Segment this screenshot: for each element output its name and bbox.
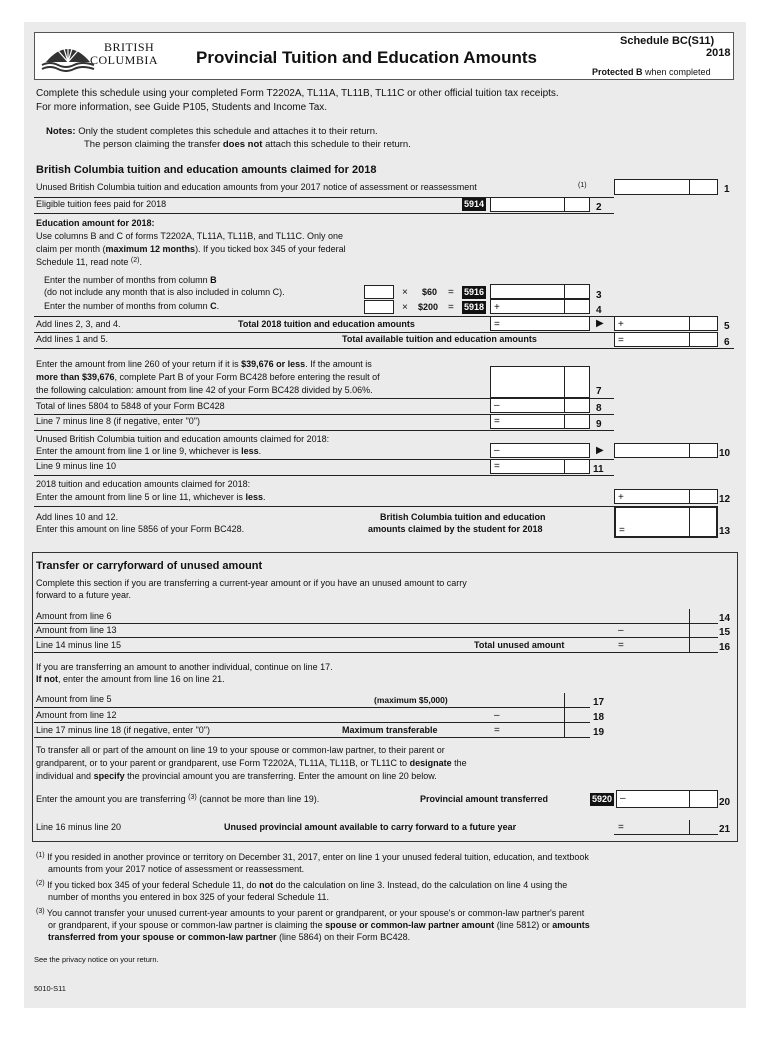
transfer-line3	[36, 771, 437, 781]
privacy-notice: See the privacy notice on your return.	[34, 955, 159, 964]
line3-cents-divider	[564, 284, 565, 299]
line12-cents-divider	[689, 489, 690, 504]
line-num-15: 15	[719, 627, 731, 638]
transfer-text2c: the	[454, 758, 467, 768]
notes-text2a: The person claiming the transfer	[84, 139, 221, 150]
line13-label-c: British Columbia tuition and education	[380, 512, 546, 522]
arrow-right-icon: ▶	[596, 318, 604, 329]
equals-sign: =	[494, 416, 500, 427]
logo-line1: BRITISH	[104, 40, 155, 54]
line11-label: Line 9 minus line 10	[36, 461, 117, 471]
line13-label-a: Add lines 10 and 12.	[36, 512, 119, 522]
transfer-line1: To transfer all or part of the amount on line 19 to your spouse or common-law partner, to their parent or	[36, 745, 445, 755]
protected-rest: when completed	[645, 67, 711, 77]
edu-text2	[36, 244, 346, 254]
intro-line2: For more information, see Guide P105, Students and Income Tax.	[36, 102, 328, 113]
logo-line2: COLUMBIA	[90, 53, 159, 67]
line-num-18: 18	[593, 712, 605, 723]
rule	[34, 722, 590, 723]
line16-label: Line 14 minus line 15	[36, 640, 122, 650]
line19-label-b: Maximum transferable	[342, 725, 438, 735]
line7-text-a: Enter the amount from line 260 of your return if it is	[36, 359, 239, 369]
section2-heading: Transfer or carryforward of unused amount	[36, 560, 263, 572]
line13-label-b: Enter this amount on line 5856 of your Form BC428.	[36, 524, 245, 534]
rule	[34, 506, 614, 507]
line-num-12: 12	[719, 494, 731, 505]
line9-cents-divider	[564, 414, 565, 429]
line2-input[interactable]	[490, 197, 590, 212]
edu-text3: Schedule 11, read note $^{(2)}$.	[36, 257, 142, 267]
rule	[34, 652, 718, 653]
rule	[34, 348, 734, 349]
form-number: 5010-S11	[34, 984, 66, 993]
code-5920: 5920	[592, 794, 613, 804]
footnote-1a-text: If you resided in another province or territory on December 31, 2017, enter on line 1 your unused federal tuition, education, and textbook	[47, 852, 589, 862]
page-title: Provincial Tuition and Education Amounts	[196, 48, 537, 67]
line-num-4: 4	[596, 305, 602, 316]
line18-label: Amount from line 12	[36, 710, 117, 720]
notes-text1: Only the student completes this schedule and attaches it to their return.	[78, 126, 378, 137]
edu-text2a: claim per month (	[36, 244, 106, 254]
line13-input[interactable]	[614, 506, 718, 538]
line12-less: less	[245, 492, 263, 502]
line6-cents-divider	[689, 332, 690, 347]
line21-label-b: Unused provincial amount available to carry forward to a future year	[224, 822, 517, 832]
rule	[34, 213, 614, 214]
line10-label-a: Unused British Columbia tuition and education amounts claimed for 2018:	[36, 434, 330, 444]
line20-cents-divider	[689, 790, 690, 808]
line3-text-a: Enter the number of months from column	[44, 275, 208, 285]
code-5916: 5916	[464, 287, 485, 297]
rule	[34, 637, 718, 638]
footnote-3c-bold: transferred from your spouse or common-law partner	[48, 932, 277, 942]
transfer-text2b: designate	[409, 758, 452, 768]
line1-label: Unused British Columbia tuition and education amounts from your 2017 notice of assessment or reassessment	[36, 182, 477, 192]
line20-text-b: (cannot be more than line 19).	[199, 794, 320, 804]
line-num-6: 6	[724, 337, 730, 348]
transfer-text3b: specify	[93, 771, 125, 781]
line12-label-b: Enter the amount from line 5 or line 11, whichever is less.	[36, 492, 266, 502]
line16-cents-divider	[689, 638, 690, 652]
line4-text: Enter the number of months from column	[44, 301, 208, 311]
line4-input[interactable]	[490, 299, 590, 314]
line10-text-b: Enter the amount from line 1 or line 9, whichever is	[36, 446, 239, 456]
edu-text1: Use columns B and C of forms T2202A, TL11A, TL11B, and TL11C. Only one	[36, 231, 344, 241]
edu-text2c: ). If you ticked box 345 of your federal	[195, 244, 346, 254]
rule	[34, 332, 614, 333]
equals-sign: =	[619, 525, 625, 536]
footnote-3b-bold: spouse or common-law partner amount	[325, 920, 495, 930]
line15-label: Amount from line 13	[36, 625, 117, 635]
equals-sign: =	[448, 287, 454, 298]
equals-sign: =	[618, 822, 624, 833]
if-line2	[36, 674, 225, 684]
section1-heading: British Columbia tuition and education amounts claimed for 2018	[36, 164, 377, 176]
line14-cents-divider	[689, 609, 690, 623]
bc-logo-icon	[40, 38, 96, 72]
line9-input[interactable]	[490, 414, 590, 429]
footnote-1b: amounts from your 2017 notice of assessment or reassessment.	[48, 864, 305, 874]
line7-label-a	[36, 359, 372, 369]
notes-line1	[46, 126, 378, 137]
edu-text2b: maximum 12 months	[105, 244, 196, 254]
line17-cents-divider	[564, 693, 565, 707]
transfer-line2	[36, 758, 467, 768]
line4-label: Enter the number of months from column C.	[44, 301, 220, 311]
line20-text-a: Enter the amount you are transferring	[36, 794, 186, 804]
rule	[34, 737, 590, 738]
footnote-3b-pre: or grandparent, if your spouse or common-law partner is claiming the	[48, 920, 323, 930]
line20-label-c: Provincial amount transferred	[420, 794, 549, 804]
line3-months-input[interactable]	[364, 285, 394, 299]
line10-mid-input[interactable]	[490, 443, 590, 458]
line-num-11: 11	[593, 464, 604, 475]
edu-text3a: Schedule 11, read note	[36, 257, 129, 267]
footnote-3b	[48, 920, 590, 930]
line7-text-e: , complete Part B of your Form BC428 before entering the result of	[114, 372, 380, 382]
line-num-20: 20	[719, 797, 731, 808]
footnote-2b: number of months you entered in box 325 of your federal Schedule 11.	[48, 892, 330, 902]
footnote-3a: $^{(3)}$ You cannot transfer your unused current-year amounts to your parent or grandparent, or your spouse's or common-law partner's parent	[36, 908, 585, 918]
line10-label-b: Enter the amount from line 1 or line 9, whichever is less.	[36, 446, 262, 456]
line6-input[interactable]	[614, 332, 718, 347]
line-num-21: 21	[719, 824, 731, 835]
line13-label-d: amounts claimed by the student for 2018	[368, 524, 543, 534]
line5-cents-divider	[689, 316, 690, 331]
intro-line1: Complete this schedule using your completed Form T2202A, TL11A, TL11B, TL11C or other official tuition tax receipts.	[36, 88, 559, 99]
equals-sign: =	[618, 640, 624, 651]
footnote-2a-pre: If you ticked box 345 of your federal Schedule 11, do	[47, 880, 257, 890]
rule	[614, 834, 718, 835]
line7-label-b	[36, 372, 380, 382]
code-5914: 5914	[464, 199, 485, 209]
line9-label: Line 7 minus line 8 (if negative, enter "0")	[36, 416, 200, 426]
footnote-2a-bold: not	[259, 880, 274, 890]
equals-sign: =	[494, 725, 500, 736]
line8-input[interactable]	[490, 398, 590, 413]
line20-input[interactable]	[616, 790, 718, 808]
if-not: If not	[36, 674, 58, 684]
line7-text-c: . If the amount is	[305, 359, 372, 369]
line10-less: less	[241, 446, 259, 456]
line-num-14: 14	[719, 613, 731, 624]
line12-input[interactable]	[614, 489, 718, 504]
line3-label-a: Enter the number of months from column B	[44, 275, 217, 285]
footnote-3c-post: (line 5864) on their Form BC428.	[279, 932, 411, 942]
line-num-2: 2	[596, 202, 602, 213]
line3-input[interactable]	[490, 284, 590, 299]
line-num-3: 3	[596, 290, 602, 301]
line1-cents-divider	[689, 179, 690, 195]
line11-input[interactable]	[490, 459, 590, 474]
line7-label-c: the following calculation: amount from line 42 of your Form BC428 divided by 5.06%.	[36, 385, 373, 395]
line-num-10: 10	[719, 448, 731, 459]
line7-text-b: $39,676 or less	[241, 359, 306, 369]
line11-cents-divider	[564, 459, 565, 474]
equals-sign: =	[494, 319, 500, 330]
line17-max: (maximum $5,000)	[374, 695, 448, 705]
line10-cents-divider	[689, 443, 690, 458]
line13-cents-divider	[689, 506, 690, 538]
section2-intro2: forward to a future year.	[36, 590, 132, 600]
line12-label-a: 2018 tuition and education amounts claimed for 2018:	[36, 479, 251, 489]
line2-label: Eligible tuition fees paid for 2018	[36, 199, 167, 209]
footnote-3c	[48, 932, 410, 942]
minus-sign: –	[620, 793, 626, 804]
minus-sign: –	[618, 625, 624, 636]
line19-cents-divider	[564, 723, 565, 737]
line17-label: Amount from line 5	[36, 694, 112, 704]
line16-label-b: Total unused amount	[474, 640, 565, 650]
line7-text-d: more than $39,676	[36, 372, 115, 382]
if-line1: If you are transferring an amount to another individual, continue on line 17.	[36, 662, 333, 672]
section2-intro1: Complete this section if you are transferring a current-year amount or if you have an unused amount to carry	[36, 578, 467, 588]
line21-label: Line 16 minus line 20	[36, 822, 122, 832]
footnote-2a-post: do the calculation on line 3. Instead, do the calculation on line 4 using the	[275, 880, 568, 890]
equals-sign: =	[494, 461, 500, 472]
line8-cents-divider	[564, 398, 565, 413]
line-num-19: 19	[593, 727, 605, 738]
plus-sign: +	[618, 319, 624, 330]
rule	[34, 623, 718, 624]
edu-heading: Education amount for 2018:	[36, 218, 155, 228]
notes-text2c: attach this schedule to their return.	[265, 139, 411, 150]
line6-label-a: Add lines 1 and 5.	[36, 334, 109, 344]
line3-rate: $60	[422, 287, 438, 297]
note1-ref: (1)	[578, 182, 587, 189]
line-num-16: 16	[719, 642, 731, 653]
multiply-sign: ×	[402, 287, 408, 298]
footnote-1a: $^{(1)}$ If you resided in another province or territory on December 31, 2017, enter on line 1 your unused federal tuition, education, and textbook	[36, 852, 589, 862]
schedule-name: Schedule BC(S11)	[620, 35, 715, 47]
line12-text-b: Enter the amount from line 5 or line 11, whichever is	[36, 492, 243, 502]
line1-input[interactable]	[614, 179, 718, 195]
line20-label: Enter the amount you are transferring $^{(3)}$ (cannot be more than line 19).	[36, 794, 320, 804]
footnote-3b-bold2: amounts	[552, 920, 590, 930]
arrow-right-icon: ▶	[596, 445, 604, 456]
line-num-17: 17	[593, 697, 605, 708]
line-num-5: 5	[724, 321, 730, 332]
equals-sign: =	[448, 302, 454, 313]
plus-sign: +	[618, 492, 624, 503]
plus-sign: +	[494, 302, 500, 313]
protected-bold: Protected B	[592, 67, 643, 77]
equals-sign: =	[618, 335, 624, 346]
line5-label-b: Total 2018 tuition and education amounts	[238, 319, 415, 329]
footnote-2a: $^{(2)}$ If you ticked box 345 of your federal Schedule 11, do not do the calculation on line 3. Instead, do the calculation on line 4 using the	[36, 880, 568, 890]
rule	[34, 475, 614, 476]
line4-months-input[interactable]	[364, 300, 394, 314]
rule	[34, 430, 614, 431]
line3-label-b: (do not include any month that is also included in column C).	[44, 287, 285, 297]
line10-input[interactable]	[614, 443, 718, 458]
footnote-3b-post: (line 5812) or	[496, 920, 550, 930]
notes-label: Notes:	[46, 126, 76, 137]
notes-text2b: does not	[222, 139, 263, 150]
line-num-1: 1	[724, 184, 730, 195]
code-5918: 5918	[464, 302, 485, 312]
protected-label	[592, 67, 711, 77]
line-num-7: 7	[596, 386, 602, 397]
line5-label-a: Add lines 2, 3, and 4.	[36, 319, 121, 329]
line5-input[interactable]	[614, 316, 718, 331]
schedule-year: 2018	[706, 47, 731, 59]
minus-sign: –	[494, 400, 500, 411]
if-text: , enter the amount from line 16 on line 21.	[58, 674, 225, 684]
line6-label-b: Total available tuition and education amounts	[342, 334, 537, 344]
line4-cents-divider	[564, 299, 565, 314]
line21-cents-divider	[689, 820, 690, 834]
line-num-9: 9	[596, 419, 602, 430]
transfer-text3c: the provincial amount you are transferring. Enter the amount on line 20 below.	[127, 771, 437, 781]
line-num-8: 8	[596, 403, 602, 414]
line14-label: Amount from line 6	[36, 611, 112, 621]
line19-label: Line 17 minus line 18 (if negative, enter "0")	[36, 725, 210, 735]
rule	[34, 707, 590, 708]
form-page	[24, 22, 746, 1008]
line15-cents-divider	[689, 623, 690, 637]
line4-rate: $200	[418, 302, 439, 312]
line18-cents-divider	[564, 708, 565, 722]
transfer-text3a: individual and	[36, 771, 92, 781]
minus-sign: –	[494, 445, 500, 456]
line8-label: Total of lines 5804 to 5848 of your Form BC428	[36, 401, 225, 411]
minus-sign: –	[494, 710, 500, 721]
footnote-3a-text: You cannot transfer your unused current-year amounts to your parent or grandparent, or your spouse's or common-law partner's parent	[46, 908, 585, 918]
line2-cents-divider	[564, 197, 565, 212]
notes-line2	[84, 139, 411, 150]
line7-input[interactable]	[490, 366, 590, 398]
multiply-sign: ×	[402, 302, 408, 313]
line-num-13: 13	[719, 526, 731, 537]
line7-cents-divider	[564, 366, 565, 398]
line5-mid-input[interactable]	[490, 316, 590, 331]
transfer-text2a: grandparent, or to your parent or grandparent, use Form T2202A, TL11A, TL11B, or TL11C to	[36, 758, 408, 768]
